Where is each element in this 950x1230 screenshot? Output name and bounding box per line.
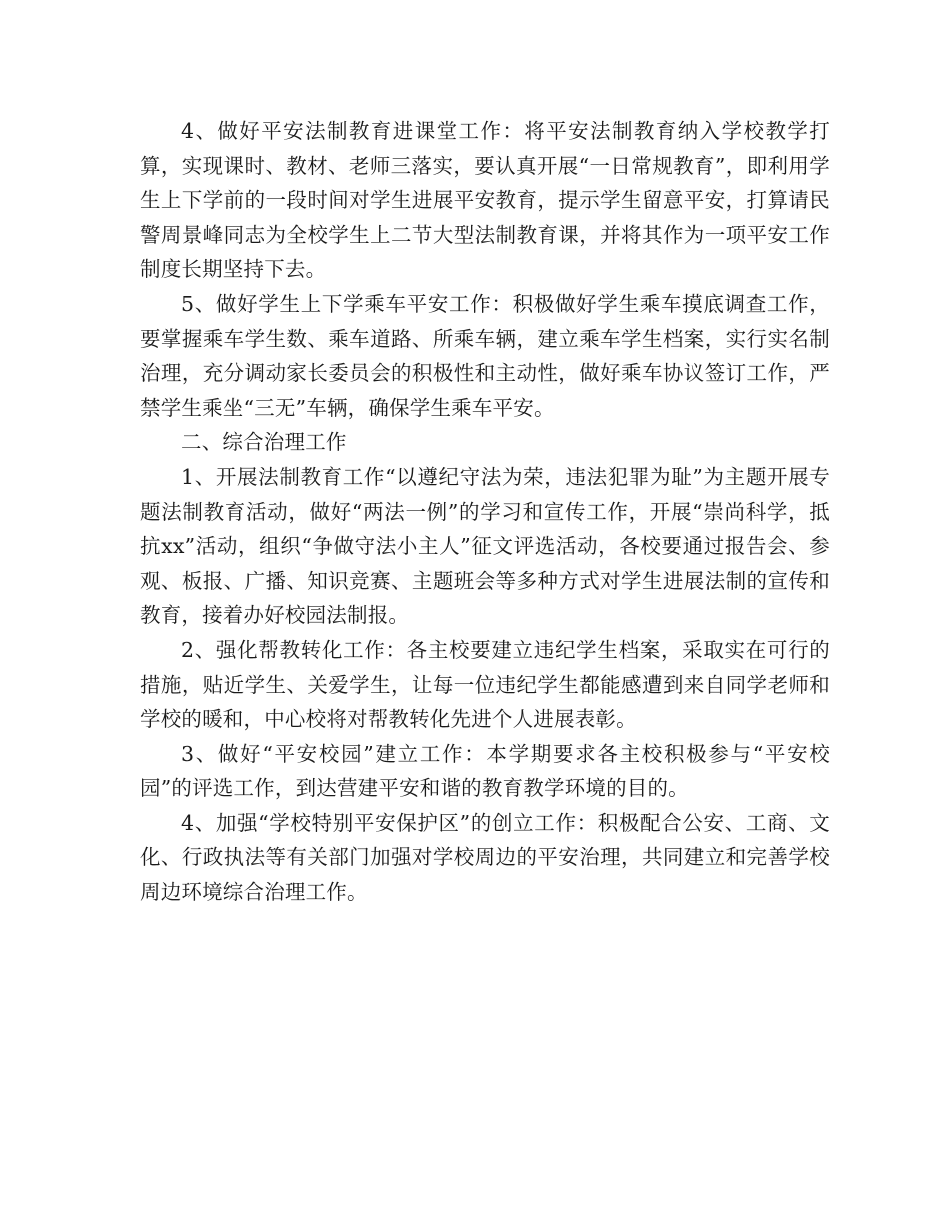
paragraph-item-4-protection-zone: 4、加强“学校特别平安保护区”的创立工作：积极配合公安、工商、文化、行政执法等有关部门加强对学校周边的平安治理，共同建立和完善学校周边环境综合治理工作。 [140, 810, 830, 905]
document-body [140, 114, 830, 910]
paragraph-item-1-legal-education: 1、开展法制教育工作“以遵纪守法为荣，违法犯罪为耻”为主题开展专题法制教育活动，做好“两法一例”的学习和宣传工作，开展“崇尚科学，抵抗xx”活动，组织“争做守法小主人”征文评选活动，各校要通过报告会、参观、板报、广播、知识竞赛、主题班会等多种方式对学生进展法制的宣传和教育，接着办好校园法制报。 [140, 464, 830, 628]
paragraph-item-5-transport-safety: 5、做好学生上下学乘车平安工作：积极做好学生乘车摸底调查工作，要掌握乘车学生数、乘车道路、所乘车辆，建立乘车学生档案，实行实名制治理，充分调动家长委员会的积极性和主动性，做好乘车协议签订工作，严禁学生乘坐“三无”车辆，确保学生乘车平安。 [140, 291, 830, 420]
paragraph-item-3-safe-campus: 3、做好“平安校园”建立工作：本学期要求各主校积极参与“平安校园”的评选工作，到达营建平安和谐的教育教学环境的目的。 [140, 741, 830, 801]
section-heading-comprehensive-management: 二、综合治理工作 [181, 430, 347, 455]
paragraph-item-4-classroom-education: 4、做好平安法制教育进课堂工作：将平安法制教育纳入学校教学打算，实现课时、教材、老师三落实，要认真开展“一日常规教育”，即利用学生上下学前的一段时间对学生进展平安教育，提示学生留意平安，打算请民警周景峰同志为全校学生上二节大型法制教育课，并将其作为一项平安工作制度长期坚持下去。 [140, 119, 830, 282]
paragraph-item-2-assistance-transformation: 2、强化帮教转化工作：各主校要建立违纪学生档案，采取实在可行的措施，贴近学生、关爱学生，让每一位违纪学生都能感遭到来自同学老师和学校的暖和，中心校将对帮教转化先进个人进展表彰。 [140, 637, 830, 732]
